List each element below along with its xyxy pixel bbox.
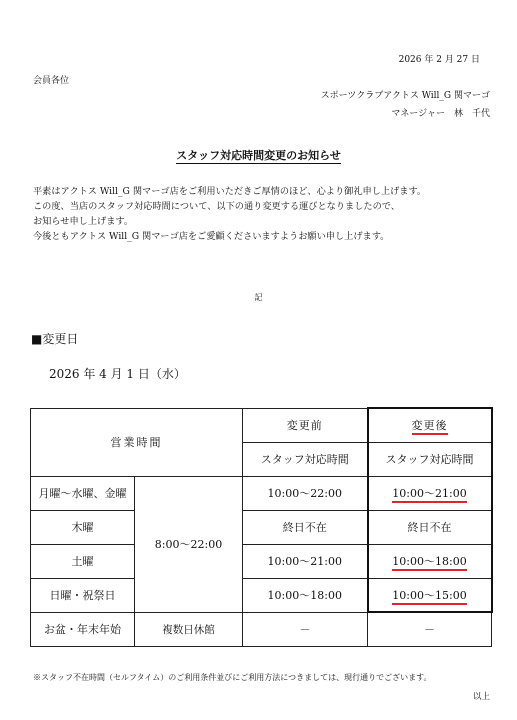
after-staff-hours-label: スタッフ対応時間 (368, 442, 492, 476)
after-header-text: 変更後 (412, 419, 448, 435)
effective-date: 2026 年 4 月 1 日（水） (49, 367, 186, 381)
body-line-1: 平素はアクトス Will_G 関マーゴ店をご利用いただきご厚情のほど、心より御礼申し上げます。 (33, 186, 427, 197)
document-title-text: スタッフ対応時間変更のお知らせ (176, 149, 341, 162)
business-closure-cell: 複数日休館 (135, 612, 243, 646)
before-cell: － (243, 612, 368, 646)
after-cell (368, 476, 492, 510)
after-cell-text: 10:00～21:00 (392, 487, 466, 503)
recipient: 会員各位 (33, 76, 70, 86)
day-cell: 土曜 (31, 544, 135, 578)
body-line-3: お知らせ申し上げます。 (33, 216, 134, 227)
footnote: ※スタッフ不在時間（セルフタイム）のご利用条件並びにご利用方法につきましては、現行通りでございます。 (33, 673, 432, 682)
table-row (31, 612, 492, 646)
after-cell-text: 10:00～18:00 (392, 555, 466, 571)
document-title (0, 147, 517, 163)
sender-organization: スポーツクラブアクトス Will_G 関マーゴ (320, 91, 490, 101)
table-row (31, 476, 492, 510)
after-header (368, 408, 492, 442)
ki-mark: 記 (254, 293, 263, 302)
day-cell: 月曜～水曜、金曜 (31, 476, 135, 510)
hours-table (30, 407, 493, 647)
business-hours-value: 8:00～22:00 (135, 476, 243, 612)
day-cell: お盆・年末年始 (31, 612, 135, 646)
table-row (31, 510, 492, 544)
before-cell: 10:00～18:00 (243, 578, 368, 612)
after-cell: － (368, 612, 492, 646)
before-cell: 10:00～21:00 (243, 544, 368, 578)
before-cell: 終日不在 (243, 510, 368, 544)
day-cell: 木曜 (31, 510, 135, 544)
before-header: 変更前 (243, 408, 368, 442)
after-cell-text: 10:00～15:00 (392, 589, 466, 605)
section-title: ■変更日 (31, 332, 79, 346)
day-cell: 日曜・祝祭日 (31, 578, 135, 612)
table-row (31, 578, 492, 612)
after-cell (368, 544, 492, 578)
sender-person: マネージャー 林 千代 (391, 109, 490, 119)
sender-block (321, 87, 490, 123)
before-staff-hours-label: スタッフ対応時間 (243, 442, 368, 476)
after-cell (368, 578, 492, 612)
body-line-2: この度、当店のスタッフ対応時間について、以下の通り変更する運びとなりましたので、 (33, 201, 400, 212)
table-row (31, 544, 492, 578)
closing-mark: 以上 (472, 692, 490, 702)
business-hours-header: 営業時間 (31, 408, 243, 476)
body-line-4: 今後ともアクトス Will_G 関マーゴ店をご愛顧くださいますようお願い申し上げます。 (33, 231, 390, 242)
body-paragraph (33, 184, 426, 244)
document-date: 2026 年 2 月 27 日 (398, 55, 480, 65)
after-cell: 終日不在 (368, 510, 492, 544)
before-cell: 10:00～22:00 (243, 476, 368, 510)
